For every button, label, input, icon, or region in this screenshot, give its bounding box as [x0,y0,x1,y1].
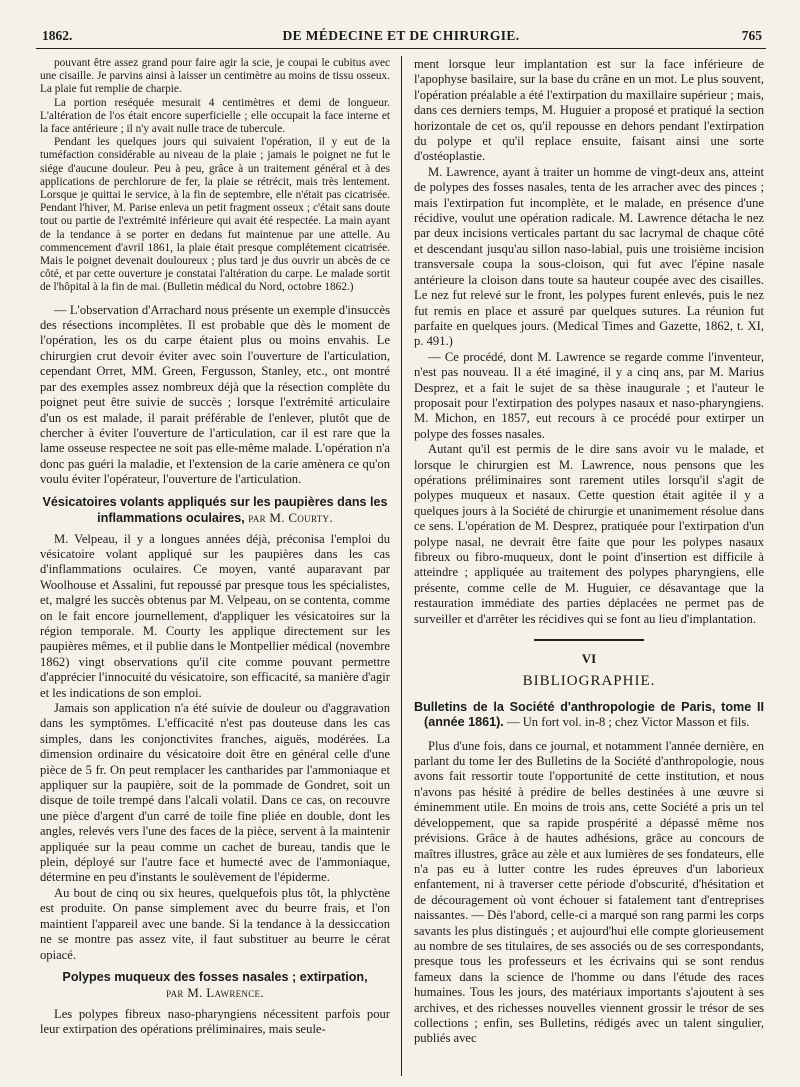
article-title-text: Vésicatoires volants appliqués sur les paupières dans les inflammations oculaires, [42,494,388,525]
article-paragraph: Au bout de cinq ou six heures, quelquefois plus tôt, la phlyctène est produite. On panse simplement avec du beurre frais, et l'on maintient l'appareil avec une bande. Si la tendance à la dessiccation ne se montre pas assez vite, il faut substituer au beurre le cérat opiacé. [40,885,390,962]
bibliography-review-paragraph: Plus d'une fois, dans ce journal, et notamment l'année dernière, en parlant du tome Ier des Bulletins de la Société d'anthropologie, nous avons fait ressortir toute l'opportunité de cette institution, et nous n'avons pas hésité à prédire de belles destinées à une œuvre si éminemment utile. En moins de trois ans, cette Société a pris un tel développement, que sa rapide prospérité a dépassé même nos prévisions. Grâce à de hautes adhésions, grâce au concours de maîtres illustres, grâce au zèle et aux lumières de ses fondateurs, elle n'a pas eu à lutter contre les rudes épreuves d'un laborieux enfantement, ni à traverser cette période d'obscurité, d'hésitation et de découragement où vont échouer si fatalement tant d'entreprises naissantes. — Dès l'abord, celle-ci a marqué son rang parmi les corps savants les plus distingués ; et aujourd'hui elle compte glorieusement au nombre de ses titulaires, de ses associés ou de ses correspondants, presque tous les professeurs et les écrivains qui se sont rendus fameux dans la science de l'homme ou dans l'étude des races humaines. Tous les jours, des matériaux importants s'ajoutent à ses archives, et des richesses nouvelles viennent grossir le trésor de ses collections ; enfin, ses Bulletins, rédigés avec un talent singulier, publiés avec [414,738,764,1046]
article-paragraph: ment lorsque leur implantation est sur la face inférieure de l'apophyse basilaire, sur la base du crâne en un mot. Le plus souvent, l'opération préalable a été l'extirpation du maxillaire supérieur ; mais, dans ces derniers temps, M. Huguier a proposé et pratiqué la section horizontale de cet os, qu'il repousse en dehors pendant l'extirpation du polype et qu'il replace ensuite, faisant ainsi une sorte d'ostéoplastie. [414,57,764,164]
article-author: par M. Courty. [248,509,333,525]
case-paragraph: Pendant les quelques jours qui suivaient l'opération, il y eut de la tuméfaction considérable au niveau de la plaie ; jamais le poignet ne fut le siége d'aucune douleur. Peu à peu, grâce à un traitement général et à des applications de perchlorure de fer, la plaie se rétrécit, mais très lentement. Lorsque je quittai le service, à la fin de septembre, elle n'était pas cicatrisée. Pendant l'hiver, M. Parise enleva un petit fragment osseux ; c'était sans doute tout ou partie de l'extrémité inférieure qui avait été respectée. La main ayant de la tendance à se porter en dedans fut maintenue par une attelle. Au commencement d'avril 1861, la plaie était presque complétement cicatrisée. Mais le poignet devenait douloureux ; plus tard je dus ouvrir un abcès de ce côté, et par cette ouverture je constatai l'altération du carpe. Le malade sortit de l'hôpital à la fin de mai. (Bulletin médical du Nord, octobre 1862.) [40,136,390,294]
article-paragraph: Autant qu'il est permis de le dire sans avoir vu le malade, et lorsque le chirurgien est M. Lawrence, nous pensons que les opérations préliminaires sont rarement utiles lorsqu'il s'agit de polypes muqueux et nasaux. Cette question était agitée il y a quelques jours à la Société de chirurgie et unanimement résolue dans ce sens. L'opération de M. Desprez, pratiquée pour l'extirpation d'un polype nasal, ne devrait être faite que pour les polypes nasaux fibreux ou fibro-muqueux, dont le point d'insertion est difficile à atteindre ; appliquée au traitement des polypes pharyngiens, elle présente, comme celle de M. Huguier, ce désavantage que la restauration immédiate des parties déplacées ne permet pas de surveiller et d'arrêter les récidives qui se font au lieu d'implantation. [414,442,764,626]
header-journal-title: DE MÉDECINE ET DE CHIRURGIE. [282,28,520,43]
article-title-text: Polypes muqueux des fosses nasales ; extirpation, [62,969,368,984]
header-year: 1862. [42,28,73,43]
section-title: BIBLIOGRAPHIE. [522,673,656,690]
article-paragraph: M. Velpeau, il y a longues années déjà, préconisa l'emploi du vésicatoire volant appliqué sur les paupières dans les cas d'inflammations oculaires. Ce moyen, vanté auparavant par Woolhouse et Assalini, fut repoussé par presque tous les spécialistes, et, malgré les succès obtenus par M. Velpeau, on se contenta, comme on le fait encore journellement, d'appliquer les vésicatoires sur la région temporale. M. Courty les applique directement sur les paupières mêmes, et il publie dans le Montpellier médical (novembre 1862) vingt observations qu'il cite comme pouvant permettre d'apprécier l'innocuité du vésicatoire, son efficacité, sa manière d'agir et les indications de son emploi. [40,531,390,700]
left-column [40,57,390,1038]
article-paragraph: — Ce procédé, dont M. Lawrence se regarde comme l'inventeur, n'est pas nouveau. Il a été imaginé, il y a cinq ans, par M. Marius Desprez, et a fait le sujet de sa thèse inaugurale ; et l'auteur le proposait pour l'extirpation des polypes nasaux et naso-pharyngiens. M. Michon, en 1857, eut recours à ce procédé pour extirper un polype des fosses nasales. [414,349,764,441]
column-divider [401,56,402,1076]
case-paragraph: pouvant être assez grand pour faire agir la scie, je coupai le cubitus avec une cisaille. Je parvins ainsi à laisser un centimètre au moins de tissu osseux. La plaie fut remplie de charpie. [40,57,390,96]
running-header [36,26,766,49]
article-paragraph: M. Lawrence, ayant à traiter un homme de vingt-deux ans, atteint de polypes des fosses nasales, tenta de les arracher avec des pinces ; mais l'extirpation fut incomplète, et le malade, en présence d'une récidive, voulut une opération radicale. M. Lawrence détacha le nez par deux incisions verticales partant du sac lacrymal de chaque côté et descendant jusqu'au sillon naso-labial, puis une troisième incision transversale coupa la sous-cloison, qui fut avec l'épine nasale antérieure la cloison dans toute sa hauteur coupée avec des cisailles. Le nez fut relevé sur le front, les polypes furent enlevés, puis le nez fut remis en place et assuré par quelques sutures. La réunion fut parfaite en quelques jours. (Medical Times and Gazette, 1862, t. XI, p. 491.) [414,164,764,349]
article-author: par M. Lawrence. [166,984,264,1000]
bibliography-entry-details: — Un fort vol. in-8 ; chez Victor Masson et fils. [506,715,750,730]
article-title-vesicatoires [40,494,390,526]
header-page-number: 765 [741,28,762,43]
article-title-polypes [40,969,390,1001]
bibliography-entry-title: Bulletins de la Société d'anthropologie de Paris, tome II (année 1861). [414,699,764,730]
article-paragraph: Les polypes fibreux naso-pharyngiens nécessitent parfois pour leur extirpation des opérations préliminaires, mais seule- [40,1006,390,1037]
commentary-paragraph: — L'observation d'Arrachard nous présente un exemple d'insuccès des résections incomplètes. Il est probable que dès le moment de l'opération, les os du carpe étaient plus ou moins envahis. Le chirurgien crut devoir éviter avec soin l'ouverture de l'articulation, cependant Orret, MM. Green, Fergusson, Stanley, etc., ont montré par des exemples assez nombreux déjà que la résection complète du poignet peut être suivie de succès ; lorsque l'extrémité articulaire d'un os est malade, il parait préférable de l'enlever, plutôt que de chercher à éviter l'ouverture de l'articulation, car il est rare que la lame osseuse respectee ne soit pas elle-même malade. L'opération n'a donc pas guéri la maladie, et l'extension de la carie amènera ce qu'on voulu éviter l'opérateur, l'ouverture de l'articulation. [40,302,390,487]
case-paragraph: La portion reséquée mesurait 4 centimètres et demi de longueur. L'altération de l'os était encore superficielle ; elle occupait la face interne et la face antérieure ; il n'y avait nulle trace de tubercule. [40,96,390,136]
article-paragraph: Jamais son application n'a été suivie de douleur ou d'aggravation dans les symptômes. L'efficacité n'est pas douteuse dans les cas simples, dans les conjonctivites franches, aiguës, modérées. La dimension ordinaire du vésicatoire doit être en général celle d'une pièce de 5 fr. On peut remplacer les cantharides par l'ammoniaque et appliquer sur la paupière, soit de la pommade de Gondret, soit un disque de toile trempé dans l'alcali volatil. Dans ce cas, on recouvre une pièce d'argent d'un carré de toile fine pliée en double, dont les angles, relevés vers l'une des faces de la pièce, servent à la maintenir appliquée sur la peau comme un cachet de bureau, tandis que le plein, déployé sur l'autre face et humecté avec de l'ammoniaque, détermine en peu d'instants le soulèvement de l'épiderme. [40,701,390,885]
section-number: VI [581,651,597,667]
bibliography-entry [414,700,764,731]
right-column [414,57,764,1047]
section-separator [534,639,644,641]
